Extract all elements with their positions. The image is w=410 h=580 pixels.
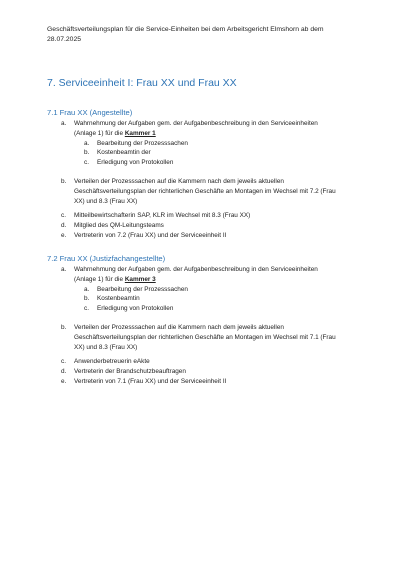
sub-item-text: Erledigung von Protokollen [97, 159, 174, 167]
list-marker: e. [61, 231, 67, 239]
list-item-c [47, 357, 377, 367]
list-marker: c. [61, 212, 66, 220]
sub-item-text: Kostenbeamtin der [97, 149, 151, 157]
item-text: Vertreterin der Brandschutzbeauftragen [74, 368, 186, 376]
chamber-label: Kammer 1 [124, 129, 156, 137]
section-heading: 7. Serviceeinheit I: Frau XX und Frau XX [47, 77, 237, 89]
list-marker: a. [61, 120, 67, 127]
chamber-label: Kammer 3 [124, 275, 156, 283]
list-marker: b. [61, 323, 67, 331]
list-marker: b. [84, 295, 90, 303]
page-header [47, 25, 377, 44]
subsection-7-2 [47, 254, 377, 387]
list-marker: d. [61, 368, 67, 376]
item-line: Verteilen der Prozesssachen auf die Kammern nach dem jeweils aktuellen [74, 177, 284, 185]
item-line: Verteilen der Prozesssachen auf die Kammern nach dem jeweils aktuellen [74, 323, 284, 331]
list-marker: b. [84, 149, 90, 157]
list-item-a [47, 119, 377, 139]
list-item-a [47, 265, 377, 285]
sub-item-text: Kostenbeamtin [97, 295, 140, 303]
sub-item [47, 148, 377, 158]
list-marker: c. [84, 305, 89, 313]
item-line: XX) und 8.3 (Frau XX) [74, 197, 138, 205]
list-marker: e. [61, 377, 67, 385]
list-marker: c. [84, 159, 89, 167]
subsection-title: 7.2 Frau XX (Justizfachangestellte) [47, 254, 166, 263]
list-marker: a. [84, 139, 90, 147]
sub-item [47, 139, 377, 149]
list-item-e [47, 377, 377, 387]
item-line [74, 275, 377, 285]
header-line-2: 28.07.2025 [47, 35, 82, 43]
list-marker: a. [61, 266, 67, 273]
list-marker: b. [61, 177, 67, 185]
item-line [74, 129, 377, 139]
sub-item [47, 158, 377, 168]
item-line: Wahrnehmung der Aufgaben gem. der Aufgabenbeschreibung in den Serviceeinheiten [74, 266, 318, 273]
item-line: XX) und 8.3 (Frau XX) [74, 343, 138, 351]
list-item-d [47, 221, 377, 231]
item-line: Geschäftsverteilungsplan der richterlichen Geschäfte an Montagen im Wechsel mit 7.2 (Frau [74, 187, 336, 195]
subsection-7-1 [47, 108, 377, 241]
item-line: Wahrnehmung der Aufgaben gem. der Aufgabenbeschreibung in den Serviceeinheiten [74, 120, 318, 127]
list-item-d [47, 367, 377, 377]
list-item-e [47, 231, 377, 241]
list-marker: c. [61, 358, 66, 366]
sub-item [47, 304, 377, 314]
list-item-c [47, 211, 377, 221]
item-text: Anwenderbetreuerin eAkte [74, 358, 150, 366]
list-marker: d. [61, 222, 67, 230]
list-item-b [47, 177, 377, 206]
sub-item-text: Erledigung von Protokollen [97, 305, 174, 313]
header-line-1: Geschäftsverteilungsplan für die Service-Einheiten bei dem Arbeitsgericht Elmshorn ab dem [47, 26, 324, 33]
list-item-b [47, 323, 377, 352]
subsection-title: 7.1 Frau XX (Angestellte) [47, 108, 133, 117]
sub-item [47, 285, 377, 295]
list-marker: a. [84, 285, 90, 293]
sub-item-text: Bearbeitung der Prozesssachen [97, 285, 188, 293]
item-text: Mitglied des QM-Leitungsteams [74, 222, 164, 230]
item-text: (Anlage 1) für die [74, 275, 125, 283]
sub-item-text: Bearbeitung der Prozesssachen [97, 139, 188, 147]
item-text: Vertreterin von 7.1 (Frau XX) und der Serviceeinheit II [74, 377, 227, 385]
item-text: Mitteilbewirtschafterin SAP, KLR im Wechsel mit 8.3 (Frau XX) [74, 212, 251, 220]
sub-item [47, 294, 377, 304]
item-text: (Anlage 1) für die [74, 129, 125, 137]
item-line: Geschäftsverteilungsplan der richterlichen Geschäfte an Montagen im Wechsel mit 7.1 (Frau [74, 333, 336, 341]
item-text: Vertreterin von 7.2 (Frau XX) und der Serviceeinheit II [74, 231, 227, 239]
